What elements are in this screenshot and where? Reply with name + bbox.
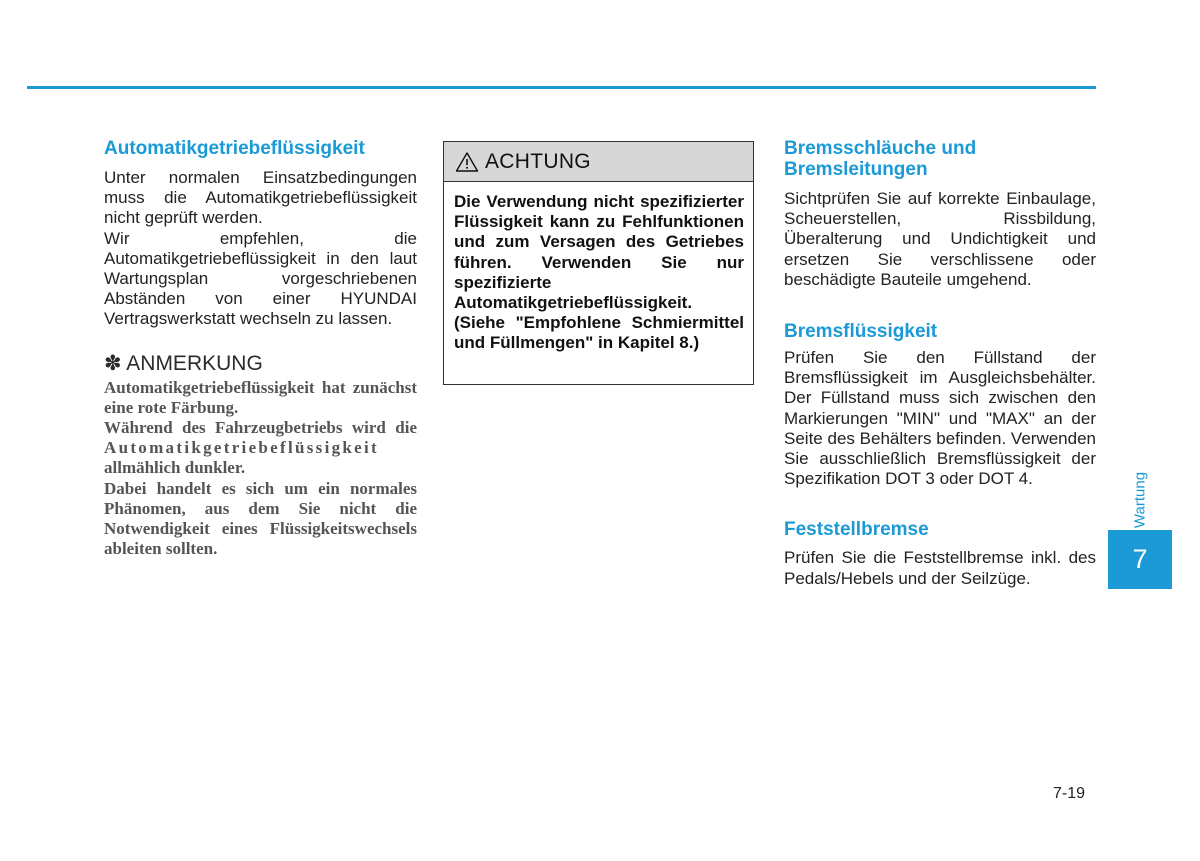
- warning-box: [443, 141, 754, 385]
- warning-title: ACHTUNG: [485, 149, 591, 173]
- parking-brake-paragraph: Prüfen Sie die Feststellbremse inkl. des Pedals/Hebels und der Seilzüge.: [784, 548, 1096, 588]
- warning-triangle-icon: [455, 151, 479, 173]
- right-column: [784, 138, 1096, 589]
- note-paragraph-2b: Automatikgetriebeflüssigkeit: [104, 438, 379, 458]
- warning-text: Die Verwendung nicht spezifizierter Flüssigkeit kann zu Fehlfunktionen und zum Versagen des Getriebes führen. Verwenden Sie nur spezifizierte Automatikgetriebeflüssigkeit. (Siehe "Empfohlene Schmiermittel und Füllmengen" in Kapitel 8.): [454, 192, 744, 353]
- header-rule: [27, 86, 1096, 89]
- note-title: ✽ ANMERKUNG: [104, 351, 263, 375]
- atf-paragraph-1: Unter normalen Einsatzbedingungen muss die Automatikgetriebeflüssigkeit nicht geprüft werden.: [104, 168, 417, 228]
- left-column: [104, 138, 417, 559]
- section-heading-brake-lines: Bremsschläuche und Bremsleitungen: [784, 138, 977, 180]
- page-number: 7-19: [1053, 785, 1086, 802]
- note-paragraph-2a: Während des Fahrzeugbetriebs wird die: [104, 418, 417, 438]
- chapter-label: Wartung: [1131, 471, 1149, 529]
- note-paragraph-2c: allmählich dunkler.: [104, 458, 246, 478]
- brake-lines-paragraph: Sichtprüfen Sie auf korrekte Einbaulage, Scheuerstellen, Rissbildung, Überalterung und Undichtigkeit und ersetzen Sie verschlissene oder beschädigte Bauteile umgehend.: [784, 189, 1096, 289]
- note-paragraph-3: Dabei handelt es sich um ein normales Phänomen, aus dem Sie nicht die Notwendigkeit eines Flüssigkeitswechsels ableiten sollten.: [104, 478, 417, 559]
- atf-paragraph-2: Wir empfehlen, die Automatikgetriebeflüssigkeit in den laut Wartungsplan vorgeschriebenen Abständen von einer HYUNDAI Vertragswerkstatt wechseln zu lassen.: [104, 228, 417, 329]
- warning-header: [444, 142, 753, 182]
- section-heading-atf: Automatikgetriebeflüssigkeit: [104, 138, 365, 159]
- section-heading-parking-brake: Feststellbremse: [784, 519, 929, 541]
- brake-fluid-paragraph: Prüfen Sie den Füllstand der Bremsflüssigkeit im Ausgleichsbehälter. Der Füllstand muss sich zwischen den Markierungen "MIN" und "MAX" an der Seite des Behälters befinden. Verwenden Sie ausschließlich Bremsflüssigkeit der Spezifikation DOT 3 oder DOT 4.: [784, 348, 1096, 489]
- chapter-tab: 7: [1108, 530, 1172, 589]
- note-paragraph-1: Automatikgetriebeflüssigkeit hat zunächst eine rote Färbung.: [104, 377, 417, 417]
- section-heading-brake-fluid: Bremsflüssigkeit: [784, 321, 938, 343]
